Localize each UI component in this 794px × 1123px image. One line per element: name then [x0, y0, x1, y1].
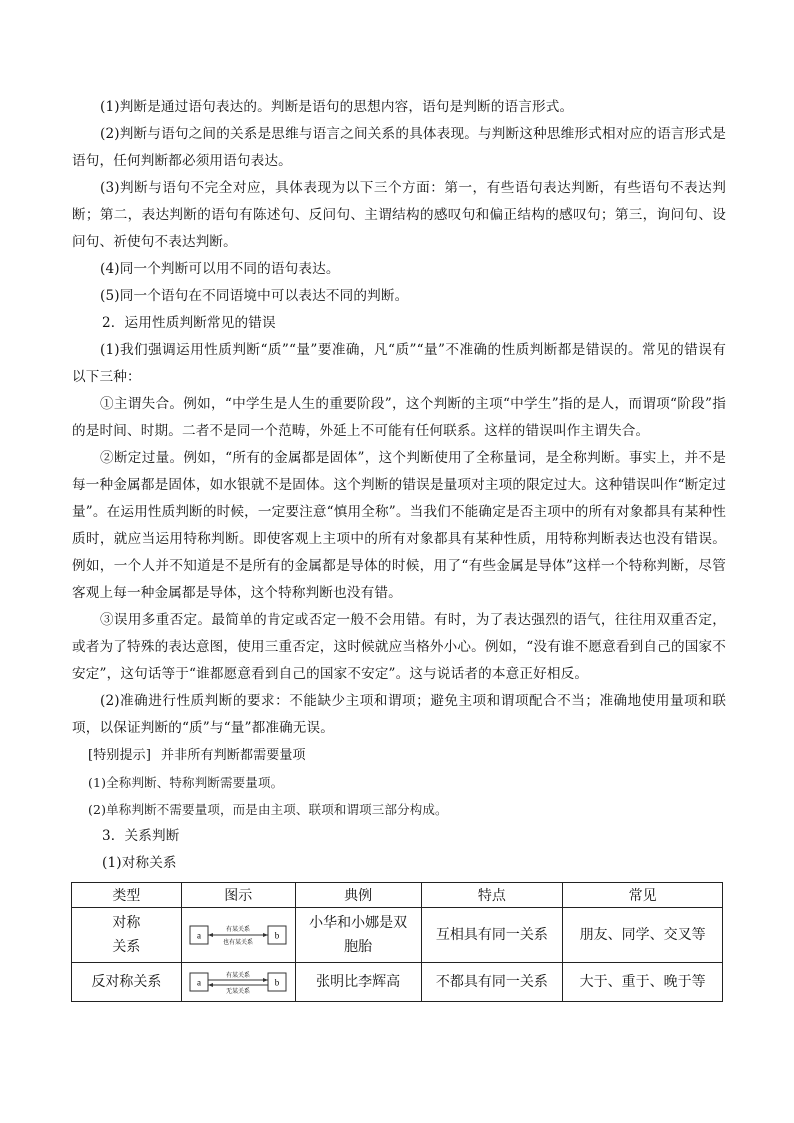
- header-cell: 类型: [72, 883, 182, 908]
- header-cell: 典例: [295, 883, 421, 908]
- paragraph: ③误用多重否定。最简单的肯定或否定一般不会用错。有时，为了表达强烈的语气，往往用双重否定，或者为了特殊的表达意图，使用三重否定，这时候就应当格外小心。例如，“没有谁不愿意看到自己的国家不安定”，这句话等于“谁都愿意看到自己的国家不安定”。这与说话者的本意正好相反。: [72, 612, 726, 682]
- paragraph: (1)我们强调运用性质判断“质”“量”要准确，凡“质”“量”不准确的性质判断都是错误的。常见的错误有以下三种：: [72, 342, 726, 385]
- svg-text:a: a: [197, 930, 202, 941]
- symmetric-relation-diagram: [188, 922, 288, 948]
- tip-title: 并非所有判断都需要量项: [161, 748, 306, 763]
- tip-item: (1)全称判断、特称判断需要量项。: [88, 775, 284, 790]
- paragraph: (4)同一个判断可以用不同的语句表达。: [100, 261, 340, 277]
- document-body: [72, 94, 726, 877]
- paragraph: (2)准确进行性质判断的要求：不能缺少主项和谓项；避免主项和谓项配合不当；准确地使用量项和联项，以保证判断的“质”与“量”都准确无误。: [72, 693, 726, 736]
- antisymmetric-relation-diagram: [188, 969, 288, 995]
- table-row: [72, 908, 723, 963]
- paragraph: ①主谓失合。例如，“中学生是人生的重要阶段”，这个判断的主项“中学生”指的是人，而谓项“阶段”指的是时间、时期。二者不是同一个范畴，外延上不可能有任何联系。这样的错误叫作主谓失合。: [72, 396, 726, 439]
- feature-cell: 互相具有同一关系: [421, 908, 563, 963]
- type-cell: 对称 关系: [72, 908, 182, 963]
- svg-text:a: a: [197, 977, 202, 988]
- table-row: [72, 963, 723, 1002]
- svg-text:无某关系: 无某关系: [226, 988, 251, 995]
- feature-cell: 不都具有同一关系: [421, 963, 563, 1002]
- paragraph: (3)判断与语句不完全对应，具体表现为以下三个方面：第一，有些语句表达判断，有些语句不表达判断；第二，表达判断的语句有陈述句、反问句、主谓结构的感叹句和偏正结构的感叹句；第三，询问句、设问句、祈使句不表达判断。: [72, 180, 726, 250]
- diagram-cell: [181, 908, 295, 963]
- svg-text:b: b: [275, 977, 280, 988]
- section-heading: 3．关系判断: [102, 828, 180, 844]
- section-heading: 2．运用性质判断常见的错误: [102, 315, 276, 331]
- tip-item: (2)单称判断不需要量项，而是由主项、联项和谓项三部分构成。: [88, 802, 448, 817]
- svg-text:有某关系: 有某关系: [226, 926, 251, 933]
- paragraph: (2)判断与语句之间的关系是思维与语言之间关系的具体表现。与判断这种思维形式相对应的语言形式是语句，任何判断都必须用语句表达。: [72, 126, 726, 169]
- table-header-row: [72, 883, 723, 908]
- common-cell: 大于、重于、晚于等: [563, 963, 723, 1002]
- special-tip: [72, 742, 726, 769]
- diagram-cell: [181, 963, 295, 1002]
- paragraph: ②断定过量。例如，“所有的金属都是固体”，这个判断使用了全称量词，是全称判断。事实上，并不是每一种金属都是固体，如水银就不是固体。这个判断的错误是量项对主项的限定过大。这种错误叫作“断定过量”。在运用性质判断的时候，一定要注意“慎用全称”。当我们不能确定是否主项中的所有对象都具有某种性质时，就应当运用特称判断。即使客观上主项中的所有对象都具有某种性质，用特称判断表达也没有错误。例如，一个人并不知道是不是所有的金属都是导体的时候，用了“有些金属是导体”这样一个特称判断，尽管客观上每一种金属都是导体，这个特称判断也没有错。: [72, 450, 726, 601]
- subsection-heading: (1)对称关系: [102, 855, 177, 871]
- header-cell: 图示: [181, 883, 295, 908]
- header-cell: 常见: [563, 883, 723, 908]
- type-cell: 反对称关系: [72, 963, 182, 1002]
- svg-text:也有某关系: 也有某关系: [223, 939, 254, 946]
- paragraph: (1)判断是通过语句表达的。判断是语句的思想内容，语句是判断的语言形式。: [100, 99, 574, 115]
- svg-text:b: b: [275, 930, 280, 941]
- svg-text:有某关系: 有某关系: [226, 972, 251, 979]
- paragraph: (5)同一个语句在不同语境中可以表达不同的判断。: [100, 288, 409, 304]
- header-cell: 特点: [421, 883, 563, 908]
- example-cell: 小华和小娜是双 胞胎: [295, 908, 421, 963]
- common-cell: 朋友、同学、交叉等: [563, 908, 723, 963]
- example-cell: 张明比李辉高: [295, 963, 421, 1002]
- tip-label: [特别提示]: [88, 748, 152, 763]
- relation-table: [71, 882, 723, 1002]
